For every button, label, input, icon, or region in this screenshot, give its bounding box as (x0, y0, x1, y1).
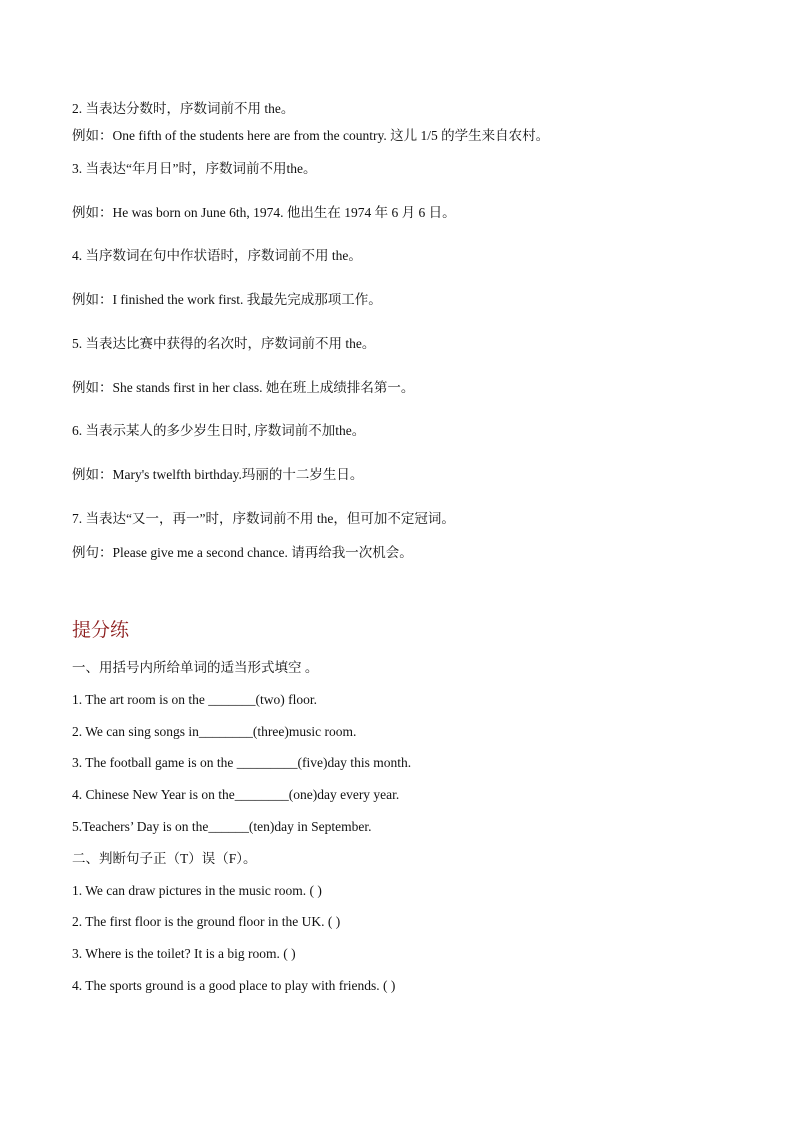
rule-3-example: 例如：He was born on June 6th, 1974. 他出生在 1974 年 6 月 6 日。 (72, 205, 456, 220)
true-false-item: 3. Where is the toilet? It is a big room. ( ) (72, 946, 296, 961)
rule-4: 4. 当序数词在句中作状语时，序数词前不用 the。 (72, 248, 362, 263)
part1-instruction: 一、用括号内所给单词的适当形式填空 。 (72, 660, 319, 675)
rule-3: 3. 当表达“年月日”时，序数词前不用the。 (72, 161, 317, 176)
rule-5: 5. 当表达比赛中获得的名次时，序数词前不用 the。 (72, 336, 376, 351)
part2-instruction: 二、判断句子正（T）误（F）。 (72, 851, 257, 866)
rule-6-example: 例如：Mary's twelfth birthday.玛丽的十二岁生日。 (72, 467, 364, 482)
fill-in-item: 1. The art room is on the _______(two) floor. (72, 692, 317, 707)
fill-in-item: 5.Teachers’ Day is on the______(ten)day in September. (72, 819, 372, 834)
rule-4-example: 例如：I finished the work first. 我最先完成那项工作。 (72, 292, 382, 307)
true-false-item: 1. We can draw pictures in the music room. ( ) (72, 883, 322, 898)
true-false-item: 4. The sports ground is a good place to play with friends. ( ) (72, 978, 396, 993)
rule-5-example: 例如：She stands first in her class. 她在班上成绩排名第一。 (72, 380, 415, 395)
rule-6: 6. 当表示某人的多少岁生日时, 序数词前不加the。 (72, 423, 366, 438)
rule-2: 2. 当表达分数时，序数词前不用 the。 (72, 101, 295, 116)
fill-in-item: 2. We can sing songs in________(three)music room. (72, 724, 357, 739)
fill-in-item: 3. The football game is on the _________(five)day this month. (72, 755, 412, 770)
fill-in-item: 4. Chinese New Year is on the________(one)day every year. (72, 787, 400, 802)
rule-2-example: 例如：One fifth of the students here are from the country. 这儿 1/5 的学生来自农村。 (72, 128, 550, 143)
rule-7: 7. 当表达“又一，再一”时，序数词前不用 the，但可加不定冠词。 (72, 511, 455, 526)
true-false-item: 2. The first floor is the ground floor in the UK. ( ) (72, 914, 341, 929)
rule-7-example: 例句：Please give me a second chance. 请再给我一次机会。 (72, 545, 413, 560)
practice-title: 提分练 (72, 620, 130, 641)
